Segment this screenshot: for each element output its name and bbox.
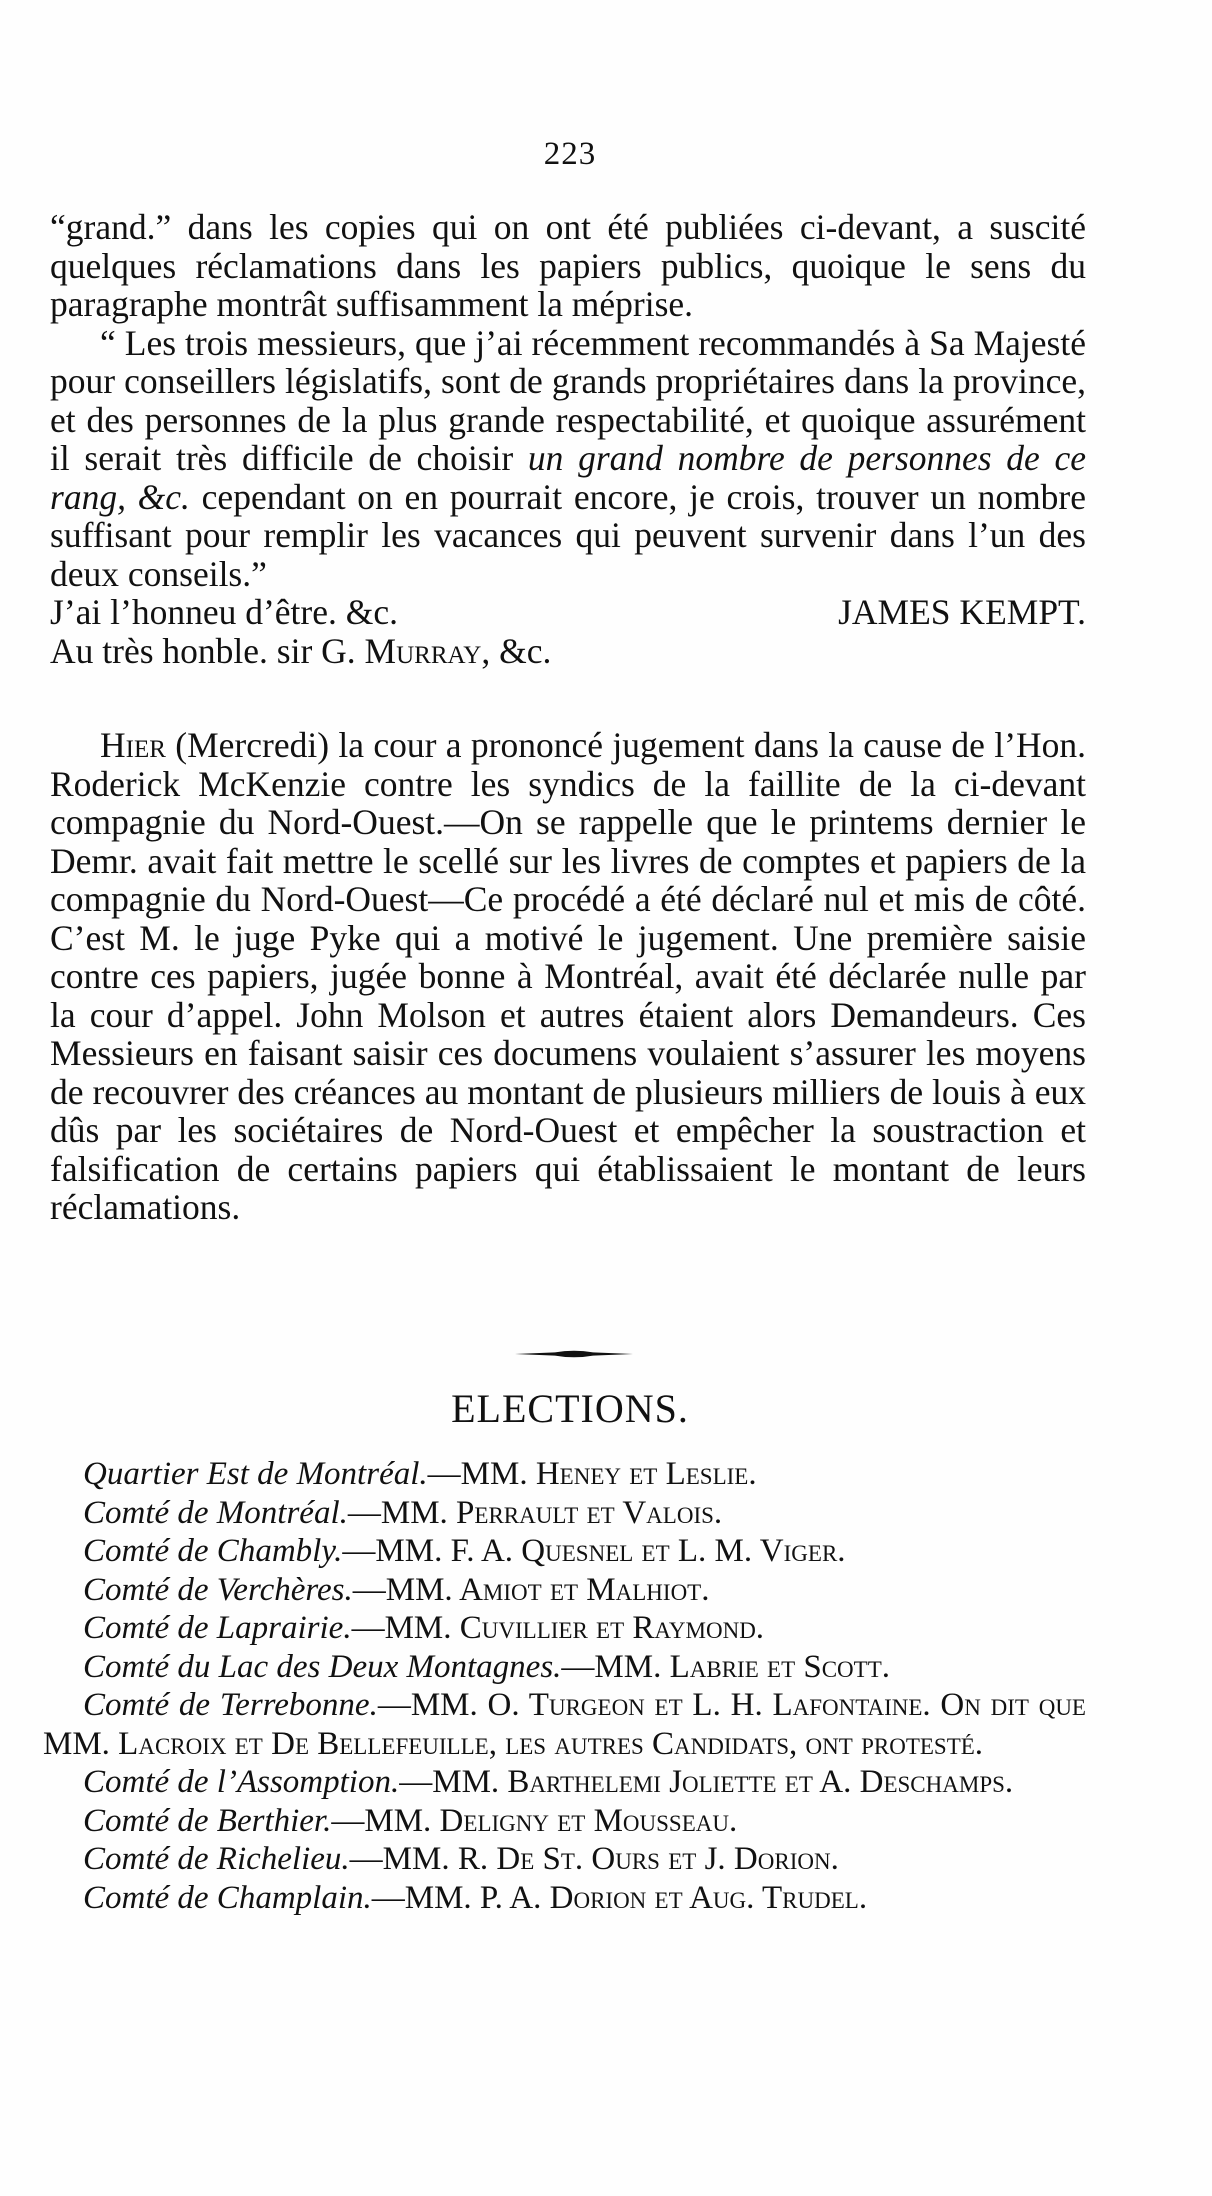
addressee-name: Murray, bbox=[364, 630, 491, 671]
addressee-prefix: Au très honble. sir G. bbox=[50, 630, 365, 671]
elected-members: —MM. Perrault et Valois. bbox=[347, 1494, 723, 1531]
section-divider-ornament bbox=[515, 1349, 633, 1359]
elected-members: —MM. Deligny et Mousseau. bbox=[331, 1802, 738, 1839]
court-lead-word: Hier bbox=[100, 725, 166, 765]
elected-members: —MM. Labrie et Scott. bbox=[561, 1648, 891, 1685]
election-entry bbox=[43, 1686, 1086, 1763]
election-entry bbox=[43, 1763, 1086, 1802]
elected-members: —MM. P. A. Dorion et Aug. Trudel. bbox=[371, 1879, 868, 1916]
county-name: Comté de Berthier. bbox=[83, 1802, 332, 1839]
election-entry bbox=[43, 1879, 1086, 1918]
county-name: Comté du Lac des Deux Montagnes. bbox=[83, 1648, 562, 1685]
elected-members: —MM. F. A. Quesnel et L. M. Viger. bbox=[342, 1533, 846, 1569]
letter-addressee bbox=[50, 632, 1086, 671]
election-entry bbox=[43, 1494, 1086, 1533]
addressee-suffix: &c. bbox=[490, 630, 552, 671]
county-name: Comté de Laprairie. bbox=[83, 1610, 352, 1646]
county-name: Comté de Champlain. bbox=[83, 1879, 372, 1916]
court-body: (Mercredi) la cour a prononcé jugement dans la cause de l’Hon. Roderick McKenzie contre les syndics de la faillite de la ci-devant compagnie du Nord-Ouest.—On se rappelle que le printems dernier le Demr. avait fait mettre le scellé sur les livres de comptes et papiers de la compagnie du Nord-Ouest—Ce procédé a été déclaré nul et mis de côté. C’est M. le juge Pyke qui a motivé le jugement. Une première saisie contre ces papiers, jugée bonne à Montréal, avait été déclarée nulle par la cour d’appel. John Molson et autres étaient alors Demandeurs. Ces Messieurs en faisant saisir ces documens voulaient s’assurer les moyens de recouvrer des créances au montant de plusieurs milliers de louis à eux dûs par les sociétaires de Nord-Ouest et empêcher la soustraction et falsification de certains papiers qui établissaient le montant de leurs réclamations. bbox=[50, 725, 1086, 1227]
election-entry bbox=[43, 1609, 1086, 1648]
elected-members: —MM. R. De St. Ours et J. Dorion. bbox=[349, 1841, 839, 1877]
letter-quote bbox=[50, 324, 1086, 594]
court-paragraph bbox=[50, 726, 1086, 1227]
letter-continuation: “grand.” dans les copies qui on ont été publiées ci-devant, a suscité quelques réclamations dans les papiers publics, quoique le sens du paragraphe montrât suffisamment la méprise. bbox=[50, 207, 1086, 324]
elected-members: —MM. Amiot et Malhiot. bbox=[352, 1571, 710, 1608]
letter-closing: J’ai l’honneu d’être. &c. bbox=[50, 592, 398, 632]
quote-end: cependant on en pourrait encore, je crois, trouver un nombre suffisant pour remplir les vacances qui peuvent survenir dans l’un des deux conseils.” bbox=[50, 476, 1087, 594]
county-name: Comté de l’Assomption. bbox=[83, 1764, 400, 1800]
county-name: Comté de Montréal. bbox=[83, 1494, 348, 1531]
letter-excerpt bbox=[50, 208, 1086, 670]
elected-members: —MM. Heney et Leslie. bbox=[427, 1456, 757, 1492]
election-entry bbox=[43, 1802, 1086, 1841]
election-entry bbox=[43, 1455, 1086, 1494]
page-number: 223 bbox=[543, 136, 597, 172]
county-name: Comté de Richelieu. bbox=[83, 1841, 350, 1877]
quote-italic: un grand nombre de personnes de ce rang, &c. bbox=[50, 438, 1086, 517]
election-entry bbox=[43, 1571, 1086, 1610]
quote-start: “ Les trois messieurs, que j’ai récemment recommandés à Sa Majesté pour conseillers législatifs, sont de grands propriétaires dans la province, et des personnes de la plus grande respectabilité, et quoique assurément il serait très difficile de choisir bbox=[50, 322, 1086, 478]
elected-members: —MM. O. Turgeon et L. H. Lafontaine. On dit que MM. Lacroix et De Bellefeuille, les autres Candidats, ont protesté. bbox=[43, 1687, 1086, 1762]
county-name: Comté de Chambly. bbox=[83, 1533, 343, 1569]
election-entry bbox=[43, 1532, 1086, 1571]
county-name: Comté de Verchères. bbox=[83, 1571, 353, 1608]
election-entry bbox=[43, 1840, 1086, 1879]
letter-signoff bbox=[50, 593, 1086, 632]
county-name: Comté de Terrebonne. bbox=[83, 1687, 378, 1723]
election-entry bbox=[43, 1648, 1086, 1687]
elections-list bbox=[43, 1455, 1086, 1917]
letter-signature: JAMES KEMPT. bbox=[838, 592, 1086, 632]
court-text bbox=[50, 726, 1086, 1227]
elections-heading: ELECTIONS. bbox=[451, 1386, 689, 1431]
elected-members: —MM. Cuvillier et Raymond. bbox=[351, 1610, 765, 1646]
county-name: Quartier Est de Montréal. bbox=[83, 1456, 428, 1492]
elected-members: —MM. Barthelemi Joliette et A. Deschamps. bbox=[399, 1764, 1014, 1800]
